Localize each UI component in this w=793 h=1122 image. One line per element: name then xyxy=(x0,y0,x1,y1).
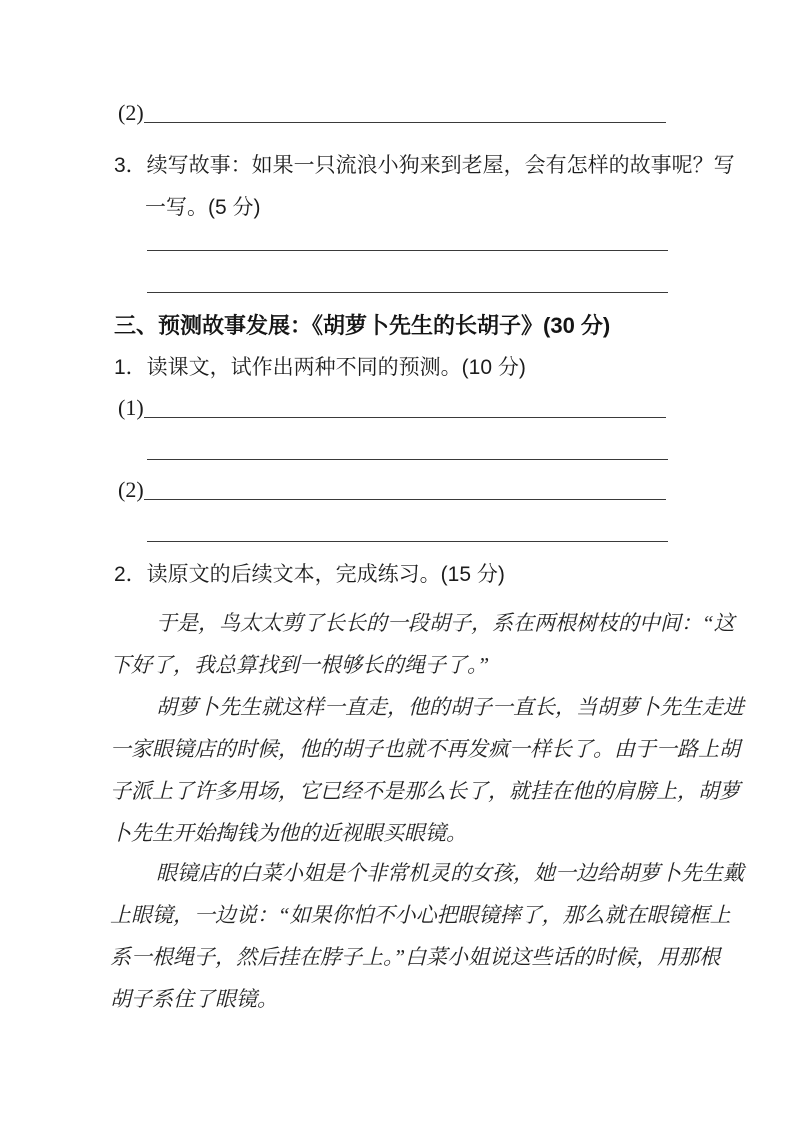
answer-underline xyxy=(144,499,666,500)
answer-underline xyxy=(147,292,668,293)
passage-line: 眼镜店的白菜小姐是个非常机灵的女孩，她一边给胡萝卜先生戴 xyxy=(156,861,744,885)
passage-line: 胡子系住了眼镜。 xyxy=(110,987,278,1011)
answer-underline xyxy=(147,250,668,251)
answer-label: (2) xyxy=(118,477,144,502)
answer-label: (1) xyxy=(118,395,144,420)
answer-line-prev-2 xyxy=(118,99,666,126)
answer-line-q1-1 xyxy=(118,394,666,421)
passage-line: 一家眼镜店的时候，他的胡子也就不再发疯一样长了。由于一路上胡 xyxy=(110,737,740,761)
section3-question-2: 2．读原文的后续文本，完成练习。(15 分) xyxy=(114,563,505,586)
passage-line: 下好了，我总算找到一根够长的绳子了。” xyxy=(110,653,490,677)
question-3-line-1: 3．续写故事：如果一只流浪小狗来到老屋，会有怎样的故事呢？写 xyxy=(114,154,735,177)
answer-underline xyxy=(144,417,666,418)
section-3-heading: 三、预测故事发展：《胡萝卜先生的长胡子》(30 分) xyxy=(114,313,611,338)
answer-underline xyxy=(147,459,668,460)
answer-underline xyxy=(147,541,668,542)
answer-underline xyxy=(144,122,666,123)
section3-question-1: 1．读课文，试作出两种不同的预测。(10 分) xyxy=(114,356,526,379)
passage-line: 胡萝卜先生就这样一直走，他的胡子一直长，当胡萝卜先生走进 xyxy=(156,695,744,719)
passage-line: 于是，鸟太太剪了长长的一段胡子，系在两根树枝的中间：“这 xyxy=(156,611,735,635)
passage-line: 上眼镜，一边说：“如果你怕不小心把眼镜摔了，那么就在眼镜框上 xyxy=(110,903,731,927)
answer-line-q1-2 xyxy=(118,476,666,503)
answer-label: (2) xyxy=(118,100,144,125)
passage-line: 子派上了许多用场，它已经不是那么长了，就挂在他的肩膀上，胡萝 xyxy=(110,779,740,803)
passage-line: 卜先生开始掏钱为他的近视眼买眼镜。 xyxy=(110,821,467,845)
question-3-line-2: 一写。(5 分) xyxy=(145,196,261,219)
passage-line: 系一根绳子，然后挂在脖子上。”白菜小姐说这些话的时候，用那根 xyxy=(110,945,721,969)
